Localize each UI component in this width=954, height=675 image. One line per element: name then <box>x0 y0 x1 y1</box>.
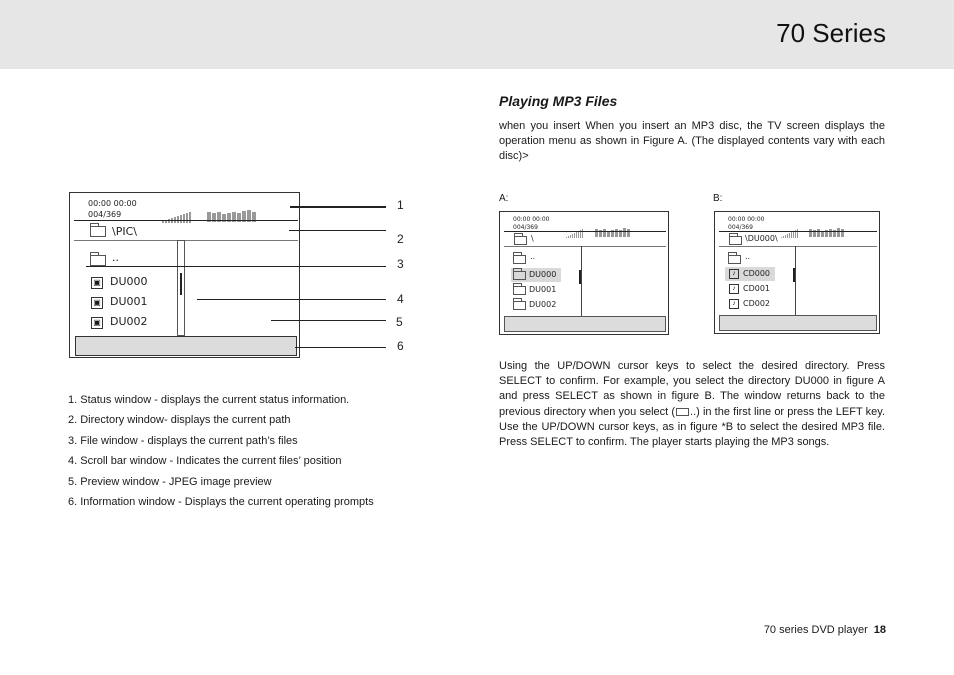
file-item[interactable]: CD000 <box>743 269 771 278</box>
scrollbar-thumb[interactable] <box>180 273 182 295</box>
footer-text: 70 series DVD player <box>763 624 868 636</box>
photo-file-icon: ▣ <box>91 277 103 289</box>
status-divider <box>719 231 877 232</box>
callout-line <box>295 347 386 348</box>
intro-paragraph: when you insert When you insert an MP3 disc, the TV screen displays the operation menu as shown in Figure A. (The displayed contents vary with each disc)> <box>499 120 885 163</box>
page-title: 70 Series <box>776 18 886 48</box>
callout-number: 4 <box>397 292 404 306</box>
directory-divider <box>504 246 666 247</box>
parent-dir-item[interactable]: .. <box>530 252 536 261</box>
callout-line <box>290 206 386 208</box>
callout-line <box>197 299 386 300</box>
status-time: 00:00 00:00 <box>88 199 137 208</box>
parent-dir-item[interactable]: .. <box>745 252 751 261</box>
photo-file-icon: ▣ <box>91 297 103 309</box>
scrollbar[interactable] <box>795 246 796 316</box>
status-track: 004/369 <box>728 224 753 231</box>
callout-number: 6 <box>397 339 404 353</box>
callout-line <box>289 230 386 231</box>
directory-path: \DU000\ <box>745 234 778 243</box>
signal-bars-icon <box>566 220 584 229</box>
file-item[interactable]: DU002 <box>110 315 148 328</box>
folder-icon <box>729 236 742 245</box>
file-item[interactable]: DU001 <box>529 285 557 294</box>
music-file-icon: ♪ <box>729 284 739 294</box>
parent-dir-item[interactable]: .. <box>112 251 119 264</box>
figure-a-screen <box>499 211 669 335</box>
scrollbar[interactable] <box>177 240 185 336</box>
level-bars-icon <box>809 219 845 228</box>
music-file-icon: ♪ <box>729 299 739 309</box>
status-divider <box>504 231 666 232</box>
info-window <box>504 316 666 332</box>
page-number: 18 <box>873 624 886 636</box>
callout-number: 5 <box>396 315 403 329</box>
body-text: Using the UP/DOWN cursor keys to select the desired directory. Press SELECT to confirm. For example, you select the directory DU000 in figure A and press SELECT as shown in figure B. The window returns back to the previous directory when you select ( <box>499 360 885 418</box>
folder-icon <box>513 301 526 310</box>
page-header <box>0 0 954 69</box>
info-window <box>75 336 297 356</box>
scrollbar-thumb[interactable] <box>793 268 795 282</box>
file-item[interactable]: CD002 <box>743 299 771 308</box>
status-time: 00:00 00:00 <box>728 216 765 223</box>
directory-path: \ <box>531 234 534 243</box>
section-heading: Playing MP3 Files <box>499 93 618 109</box>
status-track: 004/369 <box>88 210 122 219</box>
status-time: 00:00 00:00 <box>513 216 550 223</box>
status-divider <box>74 220 298 221</box>
file-item[interactable]: CD001 <box>743 284 771 293</box>
folder-icon <box>676 408 689 416</box>
level-bars-icon <box>595 219 631 228</box>
info-window <box>719 315 877 331</box>
legend-item: 3. File window - displays the current path’s files <box>68 434 298 447</box>
figure-a-label: A: <box>499 193 509 204</box>
callout-number: 2 <box>397 232 404 246</box>
legend-item: 4. Scroll bar window - Indicates the current files’ position <box>68 455 342 468</box>
scrollbar-thumb[interactable] <box>579 270 581 284</box>
folder-icon <box>514 236 527 245</box>
folder-icon <box>90 255 106 266</box>
level-bars-icon <box>207 204 257 216</box>
legend-item: 1. Status window - displays the current status information. <box>68 394 350 406</box>
signal-bars-icon <box>162 205 192 217</box>
folder-icon <box>728 255 741 264</box>
figure-b-label: B: <box>713 193 723 204</box>
folder-icon <box>513 271 526 280</box>
body-paragraph <box>499 359 885 450</box>
page-footer <box>764 624 886 636</box>
callout-line <box>86 266 386 267</box>
file-item[interactable]: DU000 <box>529 270 557 279</box>
callout-number: 3 <box>397 257 404 271</box>
callout-number: 1 <box>397 198 404 212</box>
file-item[interactable]: DU002 <box>529 300 557 309</box>
callout-line <box>271 320 386 321</box>
folder-icon <box>513 286 526 295</box>
body-text: ..) in the first line or press the LEFT key. Use the UP/DOWN cursor keys, as in figure *B to select the desired MP3 file. Press SELECT to confirm. The player starts playing the MP3 songs. <box>499 405 885 449</box>
legend-list <box>68 392 428 514</box>
photo-file-icon: ▣ <box>91 317 103 329</box>
file-item[interactable]: DU001 <box>110 295 148 308</box>
figure-b-screen <box>714 211 880 334</box>
directory-path: \PIC\ <box>112 225 137 238</box>
legend-item: 5. Preview window - JPEG image preview <box>68 475 272 488</box>
status-track: 004/369 <box>513 224 538 231</box>
file-item[interactable]: DU000 <box>110 275 148 288</box>
music-file-icon: ♪ <box>729 269 739 279</box>
directory-divider <box>74 240 298 241</box>
folder-icon <box>513 255 526 264</box>
directory-divider <box>719 246 877 247</box>
folder-icon <box>90 226 106 237</box>
signal-bars-icon <box>781 220 799 229</box>
legend-item: 2. Directory window- displays the current path <box>68 414 291 427</box>
legend-item: 6. Information window - Displays the current operating prompts <box>68 495 374 508</box>
scrollbar[interactable] <box>581 246 582 316</box>
osd-diagram <box>69 192 300 358</box>
